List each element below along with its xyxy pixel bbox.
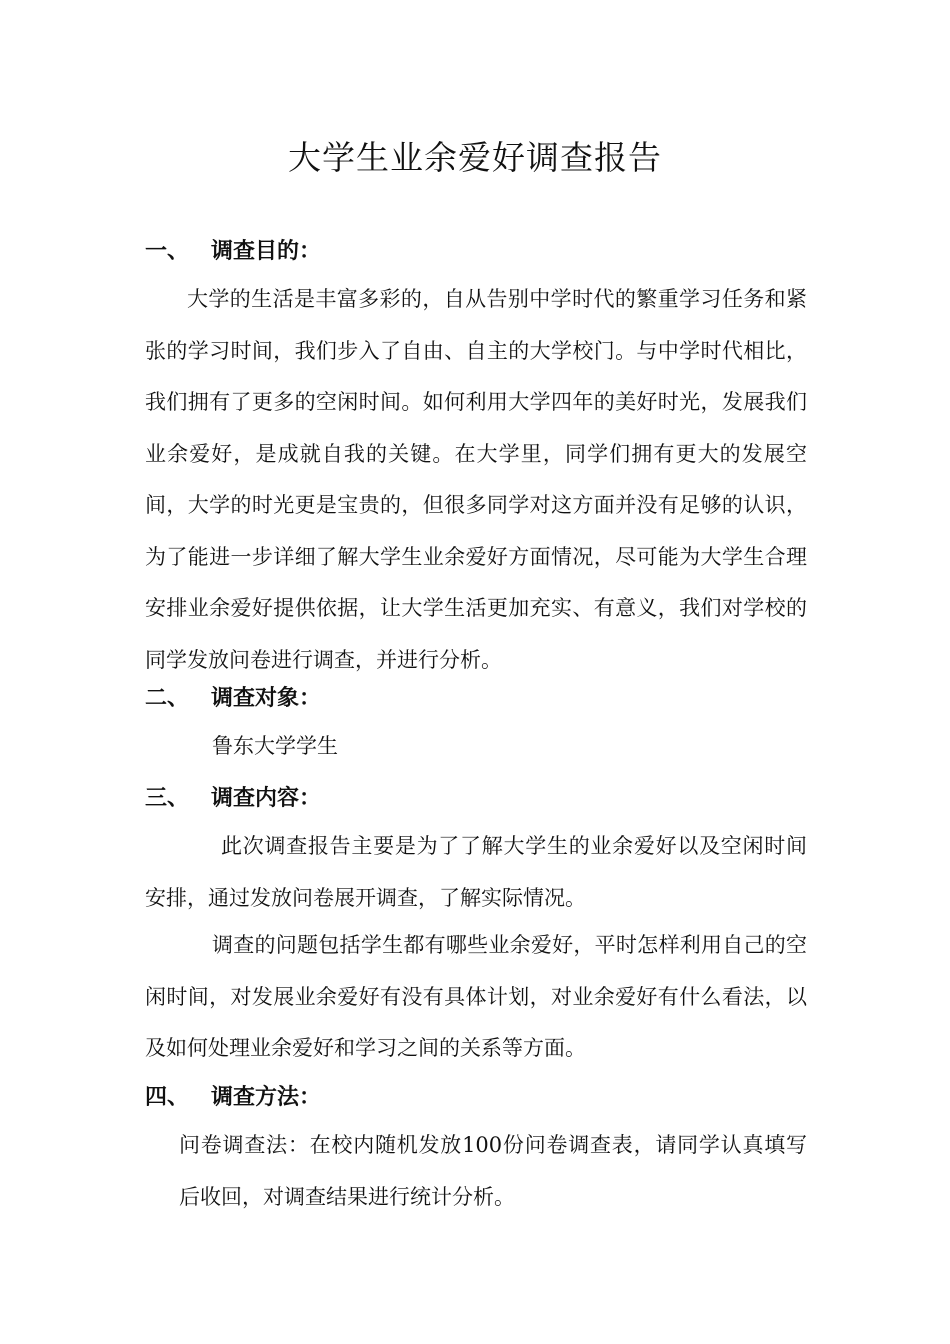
section-heading-subject [145,681,825,712]
document-title: 大学生业余爱好调查报告 [288,138,662,177]
section-heading-text: 调查方法： [211,1085,322,1110]
section-heading-text: 调查目的： [211,239,322,264]
section-heading-text: 调查内容： [211,786,322,811]
section-heading-text: 调查对象： [211,686,322,711]
paragraph-purpose: 大学的生活是丰富多彩的，自从告别中学时代的繁重学习任务和紧张的学习时间，我们步入了自由、自主的大学校门。与中学时代相比，我们拥有了更多的空闲时间。如何利用大学四年的美好时光，发展我们业余爱好，是成就自我的关键。在大学里，同学们拥有更大的发展空间，大学的时光更是宝贵的，但很多同学对这方面并没有足够的认识，为了能进一步详细了解大学生业余爱好方面情况，尽可能为大学生合理安排业余爱好提供依据，让大学生活更加充实、有意义，我们对学校的同学发放问卷进行调查，并进行分析。 [145,287,807,672]
section-number: 二、 [145,686,190,711]
section-number: 一、 [145,239,190,264]
paragraph-subject: 鲁东大学学生 [212,734,338,758]
section-heading-method [145,1080,825,1111]
paragraph-content-2: 调查的问题包括学生都有哪些业余爱好，平时怎样利用自己的空闲时间，对发展业余爱好有没有具体计划，对业余爱好有什么看法，以及如何处理业余爱好和学习之间的关系等方面。 [145,933,807,1060]
section-heading-content [145,781,825,812]
section-heading-purpose [145,234,825,265]
section-number: 四、 [145,1085,190,1110]
section-number: 三、 [145,786,190,811]
paragraph-method: 问卷调查法：在校内随机发放100份问卷调查表，请同学认真填写后收回，对调查结果进行统计分析。 [179,1133,807,1209]
paragraph-content-1: 此次调查报告主要是为了了解大学生的业余爱好以及空闲时间安排，通过发放问卷展开调查，了解实际情况。 [145,834,807,910]
